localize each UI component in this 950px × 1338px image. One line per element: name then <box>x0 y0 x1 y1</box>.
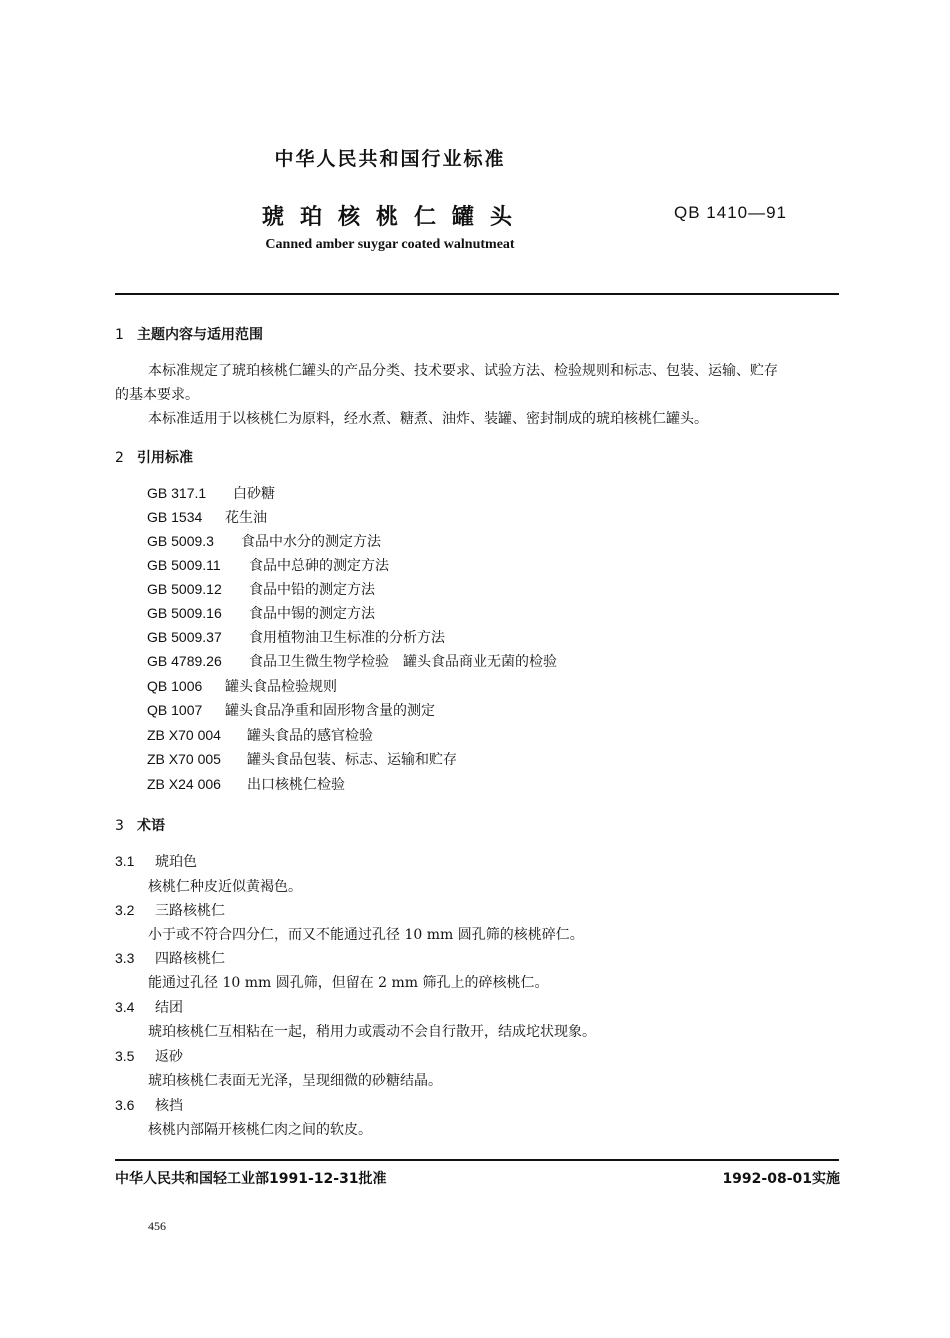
reference-name: 花生油 <box>225 510 267 526</box>
reference-code: GB 317.1 <box>147 485 207 501</box>
issuing-body: 中华人民共和国行业标准 <box>274 148 506 170</box>
term-definition: 小于或不符合四分仁，而又不能通过孔径 10 mm 圆孔筛的核桃碎仁。 <box>148 927 584 943</box>
reference-name: 食品中铅的测定方法 <box>249 582 375 598</box>
reference-item <box>147 627 445 647</box>
term-name: 四路核桃仁 <box>155 951 225 967</box>
term-number: 3.1 <box>115 853 135 869</box>
reference-item <box>147 555 389 575</box>
term-number: 3.6 <box>115 1097 135 1113</box>
term-number: 3.5 <box>115 1048 135 1064</box>
reference-name: 食品中总砷的测定方法 <box>249 558 389 574</box>
term-name: 琥珀色 <box>155 854 197 870</box>
reference-name: 罐头食品净重和固形物含量的测定 <box>225 703 435 719</box>
term-heading <box>115 851 197 871</box>
section-title: 主题内容与适用范围 <box>137 327 263 343</box>
reference-item <box>147 603 375 623</box>
paragraph: 本标准规定了琥珀核桃仁罐头的产品分类、技术要求、试验方法、检验规则和标志、包装、运输、贮存 <box>148 363 778 379</box>
reference-code: QB 1006 <box>147 678 203 694</box>
term-number: 3.4 <box>115 999 135 1015</box>
reference-item <box>147 579 375 599</box>
reference-code: ZB X70 004 <box>147 727 221 743</box>
term-name: 三路核桃仁 <box>155 903 225 919</box>
reference-code: GB 5009.16 <box>147 605 222 621</box>
reference-code: ZB X70 005 <box>147 751 221 767</box>
document-title: 琥珀核桃仁罐头 <box>261 205 528 230</box>
reference-code: GB 5009.37 <box>147 629 222 645</box>
reference-name: 食品中水分的测定方法 <box>241 534 381 550</box>
reference-name: 食品中锡的测定方法 <box>249 606 375 622</box>
term-name: 返砂 <box>155 1049 183 1065</box>
reference-code: QB 1007 <box>147 702 203 718</box>
section-1-heading <box>115 324 263 344</box>
section-3-heading <box>115 815 165 835</box>
term-heading <box>115 997 183 1017</box>
reference-name: 罐头食品包装、标志、运输和贮存 <box>247 752 457 768</box>
reference-item <box>147 651 557 671</box>
term-number: 3.3 <box>115 950 135 966</box>
reference-item <box>147 507 267 527</box>
reference-name: 食用植物油卫生标准的分析方法 <box>249 630 445 646</box>
reference-code: ZB X24 006 <box>147 776 221 792</box>
document-title-english: Canned amber suygar coated walnutmeat <box>265 237 515 252</box>
term-definition: 能通过孔径 10 mm 圆孔筛，但留在 2 mm 筛孔上的碎核桃仁。 <box>148 975 549 991</box>
reference-item <box>147 725 373 745</box>
reference-item <box>147 483 275 503</box>
term-definition: 琥珀核桃仁互相粘在一起，稍用力或震动不会自行散开，结成坨状现象。 <box>148 1024 596 1040</box>
term-heading <box>115 900 225 920</box>
reference-code: GB 1534 <box>147 509 203 525</box>
reference-item <box>147 700 435 720</box>
section-title: 引用标准 <box>137 450 193 466</box>
reference-name: 罐头食品检验规则 <box>225 679 337 695</box>
reference-name: 白砂糖 <box>233 486 275 502</box>
section-number: 2 <box>115 450 124 466</box>
reference-name: 罐头食品的感官检验 <box>247 728 373 744</box>
approval-date: 中华人民共和国轻工业部1991-12-31批准 <box>115 1171 387 1187</box>
reference-item <box>147 774 345 794</box>
page-number: 456 <box>148 1219 166 1233</box>
paragraph: 的基本要求。 <box>115 387 199 403</box>
paragraph: 本标准适用于以核桃仁为原料，经水煮、糖煮、油炸、装罐、密封制成的琥珀核桃仁罐头。 <box>148 411 708 427</box>
term-name: 结团 <box>155 1000 183 1016</box>
term-definition: 琥珀核桃仁表面无光泽，呈现细微的砂糖结晶。 <box>148 1073 442 1089</box>
standard-code: QB 1410—91 <box>674 203 788 222</box>
reference-code: GB 4789.26 <box>147 653 222 669</box>
term-heading <box>115 948 225 968</box>
reference-name: 出口核桃仁检验 <box>247 777 345 793</box>
effective-date: 1992-08-01实施 <box>722 1171 840 1187</box>
term-heading <box>115 1046 183 1066</box>
reference-item <box>147 531 381 551</box>
term-definition: 核桃仁种皮近似黄褐色。 <box>148 879 302 895</box>
reference-item <box>147 749 457 769</box>
reference-code: GB 5009.3 <box>147 533 214 549</box>
reference-code: GB 5009.12 <box>147 581 222 597</box>
term-name: 核挡 <box>155 1098 183 1114</box>
section-title: 术语 <box>137 818 165 834</box>
term-heading <box>115 1095 183 1115</box>
footer-rule <box>115 1159 839 1161</box>
header-rule <box>115 293 839 295</box>
reference-item <box>147 676 337 696</box>
reference-code: GB 5009.11 <box>147 557 221 573</box>
term-definition: 核桃内部隔开核桃仁肉之间的软皮。 <box>148 1122 372 1138</box>
reference-name: 食品卫生微生物学检验 罐头食品商业无菌的检验 <box>249 654 557 670</box>
term-number: 3.2 <box>115 902 135 918</box>
section-number: 1 <box>115 327 124 343</box>
section-number: 3 <box>115 818 124 834</box>
section-2-heading <box>115 447 193 467</box>
